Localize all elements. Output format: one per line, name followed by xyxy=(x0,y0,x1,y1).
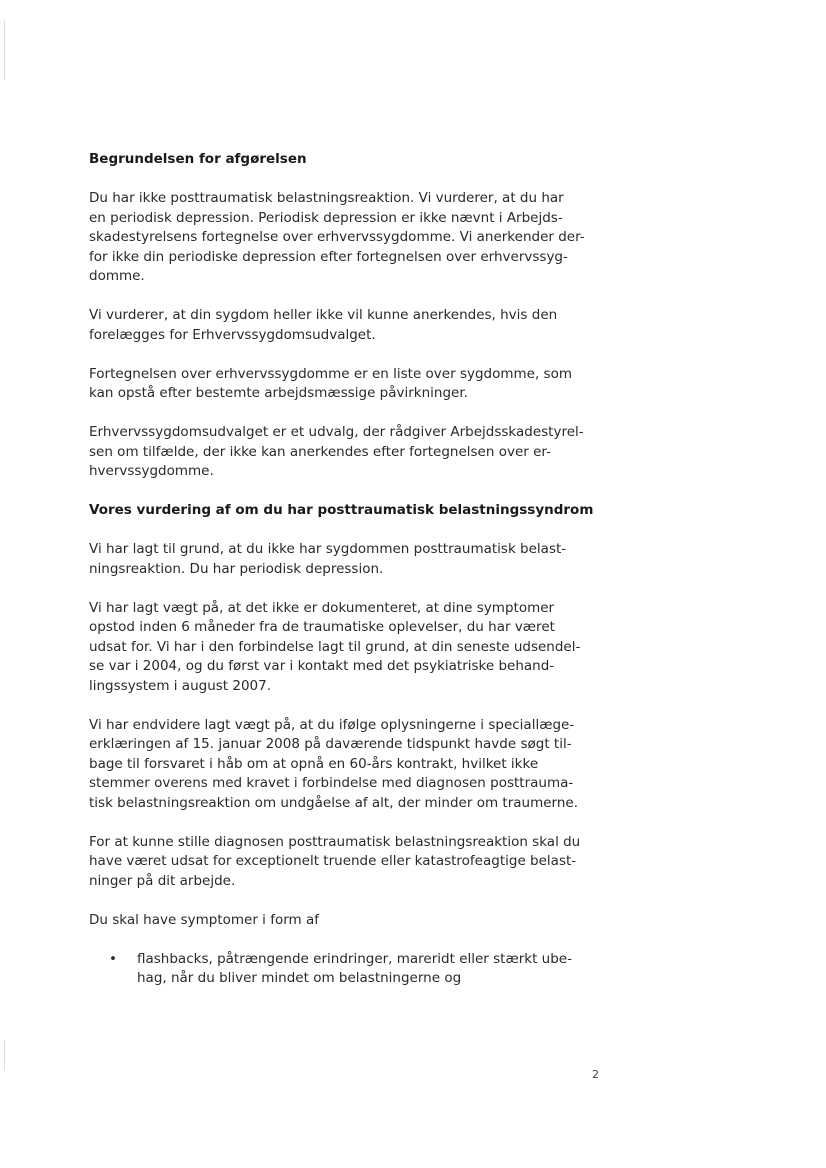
paragraph: Vi har lagt til grund, at du ikke har sygdommen posttraumatisk belast- ningsreaktion. Du har periodisk depression. xyxy=(89,541,567,577)
paragraph: Fortegnelsen over erhvervssygdomme er en liste over sygdomme, som kan opstå efter bestemte arbejdsmæssige påvirkninger. xyxy=(89,365,572,401)
paragraph: Vi har lagt vægt på, at det ikke er dokumenteret, at dine symptomer opstod inden 6 måneder fra de traumatiske oplevelser, du har været udsat for. Vi har i den forbindelse lagt til grund, at din seneste udsendel- se var i 2004, og du først var i kontakt med det psykiatriske behand- lingssystem i august 2007. xyxy=(89,599,581,694)
paragraph: For at kunne stille diagnosen posttraumatisk belastningsreaktion skal du have været udsat for exceptionelt truende eller katastrofeagtige belast- ninger på dit arbejde. xyxy=(89,833,581,889)
bullet-icon: • xyxy=(109,950,117,967)
section-heading: Vores vurdering af om du har posttraumatisk belastningssyndrom xyxy=(89,502,594,518)
document-body xyxy=(89,150,609,989)
section-heading: Begrundelsen for afgørelsen xyxy=(89,151,307,167)
paragraph: Erhvervssygdomsudvalget er et udvalg, der rådgiver Arbejdsskadestyrel- sen om tilfælde, der ikke kan anerkendes efter fortegnelsen over er- hvervssygdomme. xyxy=(89,424,584,479)
page-number: 2 xyxy=(592,1068,599,1081)
list-item xyxy=(109,950,609,989)
scan-edge-mark xyxy=(4,20,5,80)
paragraph: Vi har endvidere lagt vægt på, at du ifølge oplysningerne i speciallæge- erklæringen af 15. januar 2008 på daværende tidspunkt havde søgt til- bage til forsvaret i håb om at opnå en 60-års kontrakt, hvilket ikke stemmer overens med kravet i forbindelse med diagnosen posttrauma- tisk belastningsreaktion om undgåelse af alt, der minder om traumerne. xyxy=(89,716,578,811)
paragraph: Du skal have symptomer i form af xyxy=(89,911,320,928)
list-item-text: flashbacks, påtrængende erindringer, mareridt eller stærkt ube- hag, når du bliver mindet om belastningerne og xyxy=(137,950,572,986)
scan-edge-mark xyxy=(4,1040,5,1070)
paragraph: Du har ikke posttraumatisk belastningsreaktion. Vi vurderer, at du har en periodisk depression. Periodisk depression er ikke nævnt i Arbejds- skadestyrelsens fortegnelse over erhvervssygdomme. Vi anerkender der- for ikke din periodiske depression efter fortegnelsen over erhvervssyg- domme. xyxy=(89,190,585,284)
paragraph: Vi vurderer, at din sygdom heller ikke vil kunne anerkendes, hvis den forelægges for Erhvervssygdomsudvalget. xyxy=(89,307,558,343)
